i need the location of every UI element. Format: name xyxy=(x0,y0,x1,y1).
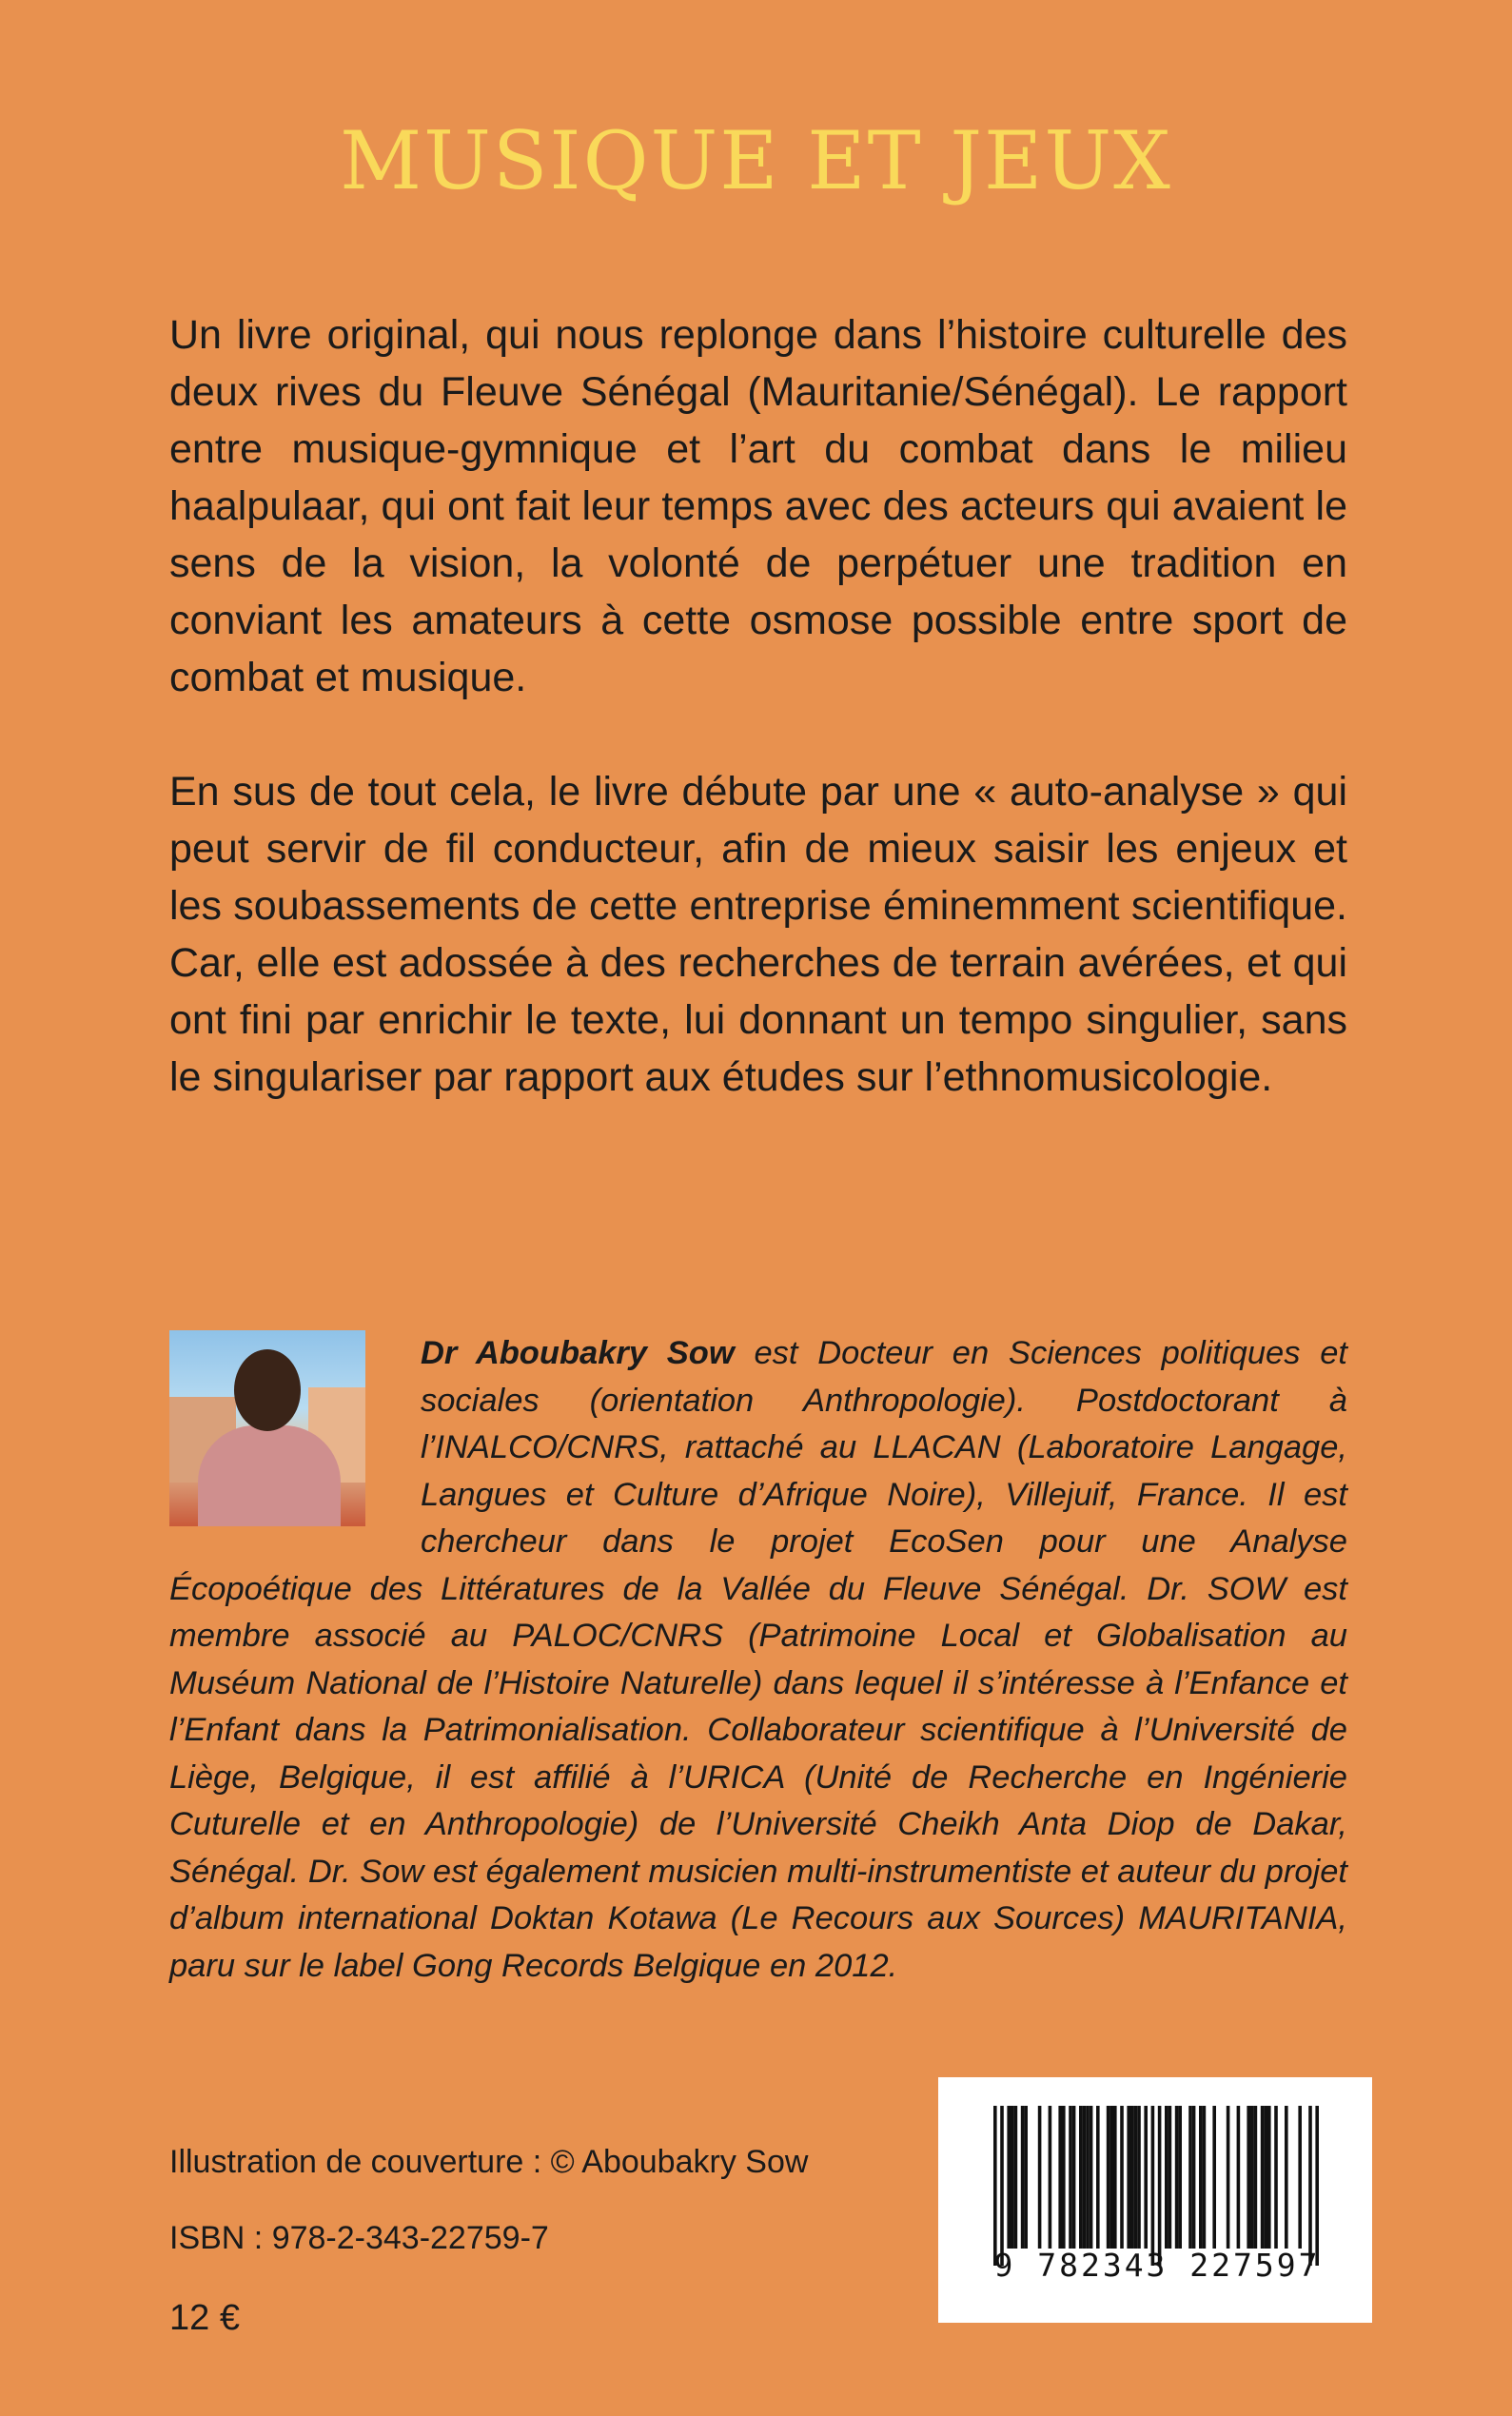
barcode-bar xyxy=(1261,2106,1265,2249)
barcode-bar xyxy=(1007,2106,1011,2249)
barcode-digits: 9 782343 227597 xyxy=(993,2247,1321,2284)
barcode-bar xyxy=(1049,2106,1052,2249)
barcode-bar xyxy=(1058,2106,1062,2249)
barcode-bar xyxy=(1079,2106,1083,2249)
barcode xyxy=(938,2077,1372,2323)
barcode-bar xyxy=(1264,2106,1267,2249)
barcode-bar xyxy=(1168,2106,1172,2249)
barcode-bar xyxy=(1267,2106,1271,2249)
barcode-bar xyxy=(1011,2106,1014,2249)
isbn: ISBN : 978-2-343-22759-7 xyxy=(169,2220,549,2256)
barcode-bar xyxy=(1083,2106,1087,2249)
barcode-bar xyxy=(1192,2106,1196,2249)
book-title: MUSIQUE ET JEUX xyxy=(340,114,1172,207)
barcode-bar xyxy=(1227,2106,1230,2249)
barcode-bar xyxy=(1038,2106,1042,2249)
barcode-bar xyxy=(993,2106,997,2266)
barcode-bar xyxy=(1134,2106,1138,2249)
barcode-bar xyxy=(1021,2106,1025,2249)
barcode-bar xyxy=(1014,2106,1018,2249)
summary-paragraph-1: Un livre original, qui nous replonge dans l’histoire culturelle des deux rives du Fleuve Sénégal (Mauritanie/Sénégal). Le rapport entre musique-gymnique et l’art du combat dans le milieu haalpulaar, qui ont fait leur temps avec des acteurs qui avaient le sens de la vision, la volonté de perpétuer une tradition en conviant les amateurs à cette osmose possible entre sport de combat et musique. xyxy=(169,312,1347,700)
barcode-bar xyxy=(1158,2106,1162,2266)
barcode-bar xyxy=(1237,2106,1241,2249)
barcode-bar xyxy=(1285,2106,1288,2249)
barcode-bar xyxy=(1203,2106,1207,2249)
barcode-bar xyxy=(1062,2106,1066,2249)
barcode-bar xyxy=(1109,2106,1113,2249)
barcode-bar xyxy=(1120,2106,1124,2249)
author-section xyxy=(169,1330,1347,1990)
barcode-bar xyxy=(1247,2106,1250,2249)
barcode-bar xyxy=(1144,2106,1148,2249)
barcode-bar xyxy=(1072,2106,1076,2249)
barcode-bar xyxy=(1137,2106,1141,2249)
book-summary xyxy=(169,306,1347,1163)
author-name: Dr Aboubakry Sow xyxy=(421,1335,735,1371)
barcode-bar xyxy=(1151,2106,1155,2266)
author-photo xyxy=(169,1330,365,1526)
barcode-bar xyxy=(1178,2106,1182,2249)
barcode-bar xyxy=(1107,2106,1110,2249)
barcode-bar xyxy=(1308,2106,1312,2266)
barcode-bar xyxy=(1069,2106,1072,2249)
barcode-bar xyxy=(1274,2106,1278,2249)
barcode-bar xyxy=(1086,2106,1090,2249)
barcode-bar xyxy=(1096,2106,1100,2249)
illustration-credit: Illustration de couverture : © Aboubakry Sow xyxy=(169,2144,809,2180)
barcode-bar xyxy=(1130,2106,1134,2249)
barcode-bar xyxy=(1113,2106,1117,2249)
summary-paragraph-2: En sus de tout cela, le livre débute par une « auto-analyse » qui peut servir de fil conducteur, afin de mieux saisir les enjeux et les soubassements de cette entreprise éminemment scientifique. Car, elle est adossée à des recherches de terrain avérées, et qui ont fini par enrichir le texte, lui donnant un tempo singulier, sans le singulariser par rapport aux études sur l’ethnomusicologie. xyxy=(169,769,1347,1100)
barcode-bar xyxy=(1315,2106,1319,2266)
barcode-bar xyxy=(1024,2106,1028,2249)
barcode-bar xyxy=(1090,2106,1093,2249)
barcode-bar xyxy=(1212,2106,1216,2249)
barcode-bar xyxy=(1127,2106,1130,2249)
barcode-bar xyxy=(1000,2106,1004,2266)
barcode-bar xyxy=(1199,2106,1203,2249)
barcode-bars xyxy=(938,2077,1372,2323)
barcode-bar xyxy=(1175,2106,1179,2249)
barcode-bar xyxy=(1254,2106,1258,2249)
barcode-bar xyxy=(1298,2106,1302,2249)
barcode-bar xyxy=(1250,2106,1254,2249)
barcode-bar xyxy=(1165,2106,1168,2249)
price: 12 € xyxy=(169,2298,240,2338)
barcode-bar xyxy=(1188,2106,1192,2249)
author-bio-text: est Docteur en Sciences politiques et sociales (orientation Anthropologie). Postdoctorant à l’INALCO/CNRS, rattaché au LLACAN (Laboratoire Langage, Langues et Culture d’Afrique Noire), Villejuif, France. Il est chercheur dans le projet EcoSen pour une Analyse Écopoétique des Littératures de la Vallée du Fleuve Sénégal. Dr. SOW est membre associé au PALOC/CNRS (Patrimoine Local et Globalisation au Muséum National de l’Histoire Naturelle) dans lequel il s’intéresse à l’Enfance et l’Enfant dans la Patrimonialisation. Collaborateur scientifique à l’Université de Liège, Belgique, il est affilié à l’URICA (Unité de Recherche en Ingénierie Cuturelle et en Anthropologie) de l’Université Cheikh Anta Diop de Dakar, Sénégal. Dr. Sow est également musicien multi-instrumentiste et auteur du projet d’album international Doktan Kotawa (Le Recours aux Sources) MAURITANIA, paru sur le label Gong Records Belgique en 2012. xyxy=(169,1335,1347,1984)
